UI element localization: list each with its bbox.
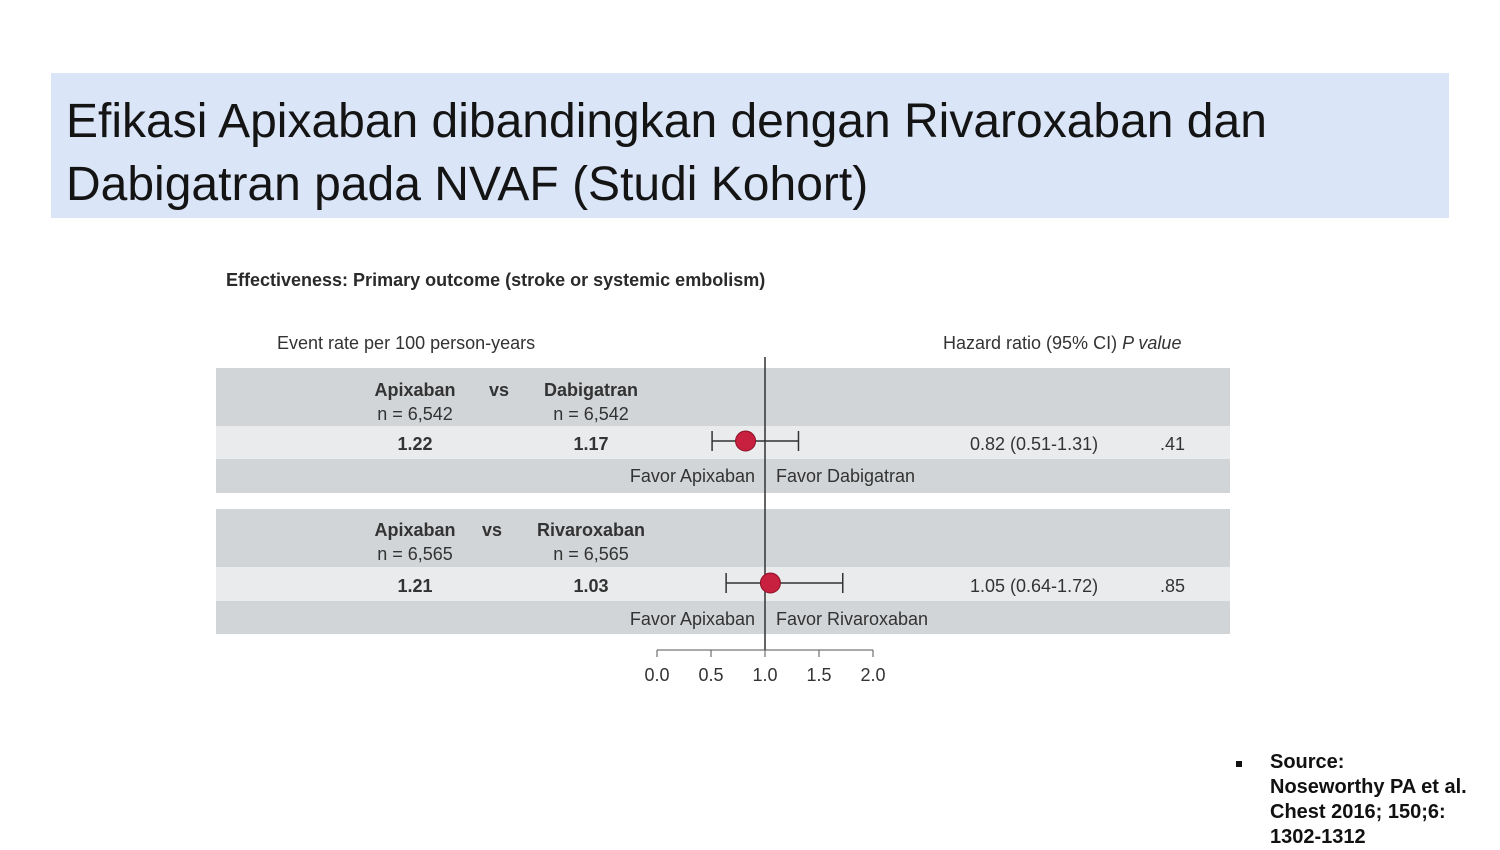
comparison-1-n-a: n = 6,542 bbox=[377, 404, 453, 424]
comparison-2-n-b: n = 6,565 bbox=[553, 544, 629, 564]
bullet-icon bbox=[1236, 761, 1242, 767]
comparison-1-n-b: n = 6,542 bbox=[553, 404, 629, 424]
x-tick-label-3: 1.5 bbox=[806, 665, 832, 685]
comparison-2-drug-b: Rivaroxaban bbox=[536, 520, 646, 540]
slide-title-line-2: Dabigatran pada NVAF (Studi Kohort) bbox=[66, 158, 869, 211]
comparison-2-drug-a: Apixaban bbox=[374, 520, 456, 540]
x-tick-label-0: 0.0 bbox=[644, 665, 670, 685]
comparison-2-n-a: n = 6,565 bbox=[377, 544, 453, 564]
comparison-1-favor-left: Favor Apixaban bbox=[629, 466, 755, 486]
comparison-2-hr-text: 1.05 (0.64-1.72) bbox=[970, 576, 1099, 596]
comparison-2-rate-b: 1.03 bbox=[573, 576, 609, 596]
comparison-1-rate-b: 1.17 bbox=[573, 434, 609, 454]
x-tick-label-2: 1.0 bbox=[752, 665, 778, 685]
hazard-ratio-header-label: Hazard ratio (95% CI) bbox=[943, 333, 1118, 353]
chart-title: Effectiveness: Primary outcome (stroke or systemic embolism) bbox=[226, 270, 766, 290]
comparison-2-p-value: .85 bbox=[1160, 576, 1186, 596]
comparison-1-hr-text: 0.82 (0.51-1.31) bbox=[970, 434, 1099, 454]
source-citation: Noseworthy PA et al. Chest 2016; 150;6: 1302-1312 bbox=[1270, 776, 1467, 848]
comparison-1-vs: vs bbox=[488, 380, 510, 400]
comparison-2-favor-right: Favor Rivaroxaban bbox=[776, 609, 929, 629]
comparison-1-p-value: .41 bbox=[1160, 434, 1186, 454]
comparison-1-drug-a: Apixaban bbox=[374, 380, 456, 400]
event-rate-header: Event rate per 100 person-years bbox=[277, 333, 536, 353]
x-tick-label-4: 2.0 bbox=[860, 665, 886, 685]
comparison-2-rate-a: 1.21 bbox=[397, 576, 433, 596]
comparison-2-vs: vs bbox=[481, 520, 503, 540]
x-tick-label-1: 0.5 bbox=[698, 665, 724, 685]
comparison-1-favor-right: Favor Dabigatran bbox=[776, 466, 916, 486]
p-value-header-label: P value bbox=[1122, 333, 1182, 353]
comparison-1-rate-a: 1.22 bbox=[397, 434, 433, 454]
hazard-ratio-point-1 bbox=[736, 431, 756, 451]
slide-title-line-1: Efikasi Apixaban dibandingkan dengan Rivaroxaban dan bbox=[66, 95, 1267, 148]
source-label: Source: bbox=[1270, 751, 1345, 773]
comparison-2-favor-left: Favor Apixaban bbox=[629, 609, 755, 629]
comparison-1-drug-b: Dabigatran bbox=[543, 380, 639, 400]
hazard-ratio-point-2 bbox=[760, 573, 780, 593]
